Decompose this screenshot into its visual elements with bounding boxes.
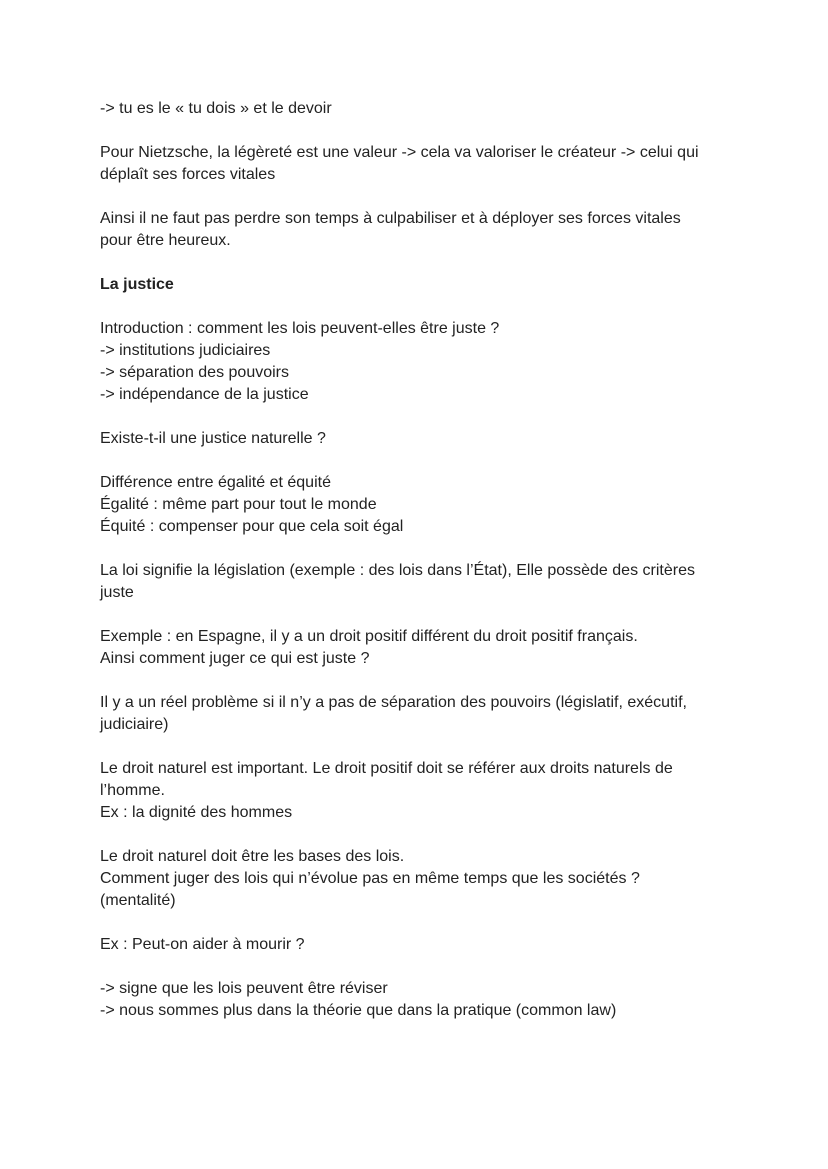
text-line: Ex : la dignité des hommes bbox=[100, 804, 293, 821]
text-line: judiciaire) bbox=[100, 716, 169, 733]
text-line: Ainsi comment juger ce qui est juste ? bbox=[100, 650, 370, 667]
paragraph-justice-naturelle bbox=[100, 428, 740, 450]
text-line: Le droit naturel doit être les bases des lois. bbox=[100, 848, 405, 865]
text-line: -> nous sommes plus dans la théorie que dans la pratique (common law) bbox=[100, 1002, 617, 1019]
paragraph-nietzsche bbox=[100, 142, 740, 186]
text-line: l’homme. bbox=[100, 782, 165, 799]
text-line: Pour Nietzsche, la légèreté est une valeur -> cela va valoriser le créateur -> celui qui bbox=[100, 144, 699, 161]
section-heading-text: La justice bbox=[100, 276, 174, 293]
text-line: Ex : Peut-on aider à mourir ? bbox=[100, 936, 305, 953]
text-line: Égalité : même part pour tout le monde bbox=[100, 496, 377, 513]
text-line: Différence entre égalité et équité bbox=[100, 474, 331, 491]
paragraph-loi bbox=[100, 560, 740, 604]
paragraph-devoir bbox=[100, 98, 740, 120]
text-line: La loi signifie la législation (exemple : des lois dans l’État), Elle possède des critères bbox=[100, 562, 695, 579]
text-line: juste bbox=[100, 584, 134, 601]
paragraph-culpabiliser bbox=[100, 208, 740, 252]
text-line: -> séparation des pouvoirs bbox=[100, 364, 289, 381]
text-line: Il y a un réel problème si il n’y a pas de séparation des pouvoirs (législatif, exécutif, bbox=[100, 694, 687, 711]
text-line: Ainsi il ne faut pas perdre son temps à culpabiliser et à déployer ses forces vitales bbox=[100, 210, 681, 227]
paragraph-common-law bbox=[100, 978, 740, 1022]
text-line: pour être heureux. bbox=[100, 232, 231, 249]
text-line: Équité : compenser pour que cela soit égal bbox=[100, 518, 404, 535]
document-page bbox=[100, 98, 740, 1044]
paragraph-separation bbox=[100, 692, 740, 736]
text-line: -> institutions judiciaires bbox=[100, 342, 271, 359]
text-line: Comment juger des lois qui n’évolue pas en même temps que les sociétés ? bbox=[100, 870, 640, 887]
paragraph-espagne bbox=[100, 626, 740, 670]
section-heading bbox=[100, 274, 740, 296]
text-line: Exemple : en Espagne, il y a un droit positif différent du droit positif français. bbox=[100, 628, 638, 645]
text-line: Existe-t-il une justice naturelle ? bbox=[100, 430, 326, 447]
text-line: -> tu es le « tu dois » et le devoir bbox=[100, 100, 332, 117]
paragraph-bases-des-lois bbox=[100, 846, 740, 912]
text-line: -> indépendance de la justice bbox=[100, 386, 309, 403]
paragraph-droit-naturel bbox=[100, 758, 740, 824]
text-line: -> signe que les lois peuvent être réviser bbox=[100, 980, 388, 997]
paragraph-egalite-equite bbox=[100, 472, 740, 538]
text-line: Introduction : comment les lois peuvent-elles être juste ? bbox=[100, 320, 500, 337]
paragraph-aider-a-mourir bbox=[100, 934, 740, 956]
text-line: Le droit naturel est important. Le droit positif doit se référer aux droits naturels de bbox=[100, 760, 673, 777]
paragraph-introduction bbox=[100, 318, 740, 406]
text-line: déplaît ses forces vitales bbox=[100, 166, 276, 183]
text-line: (mentalité) bbox=[100, 892, 176, 909]
